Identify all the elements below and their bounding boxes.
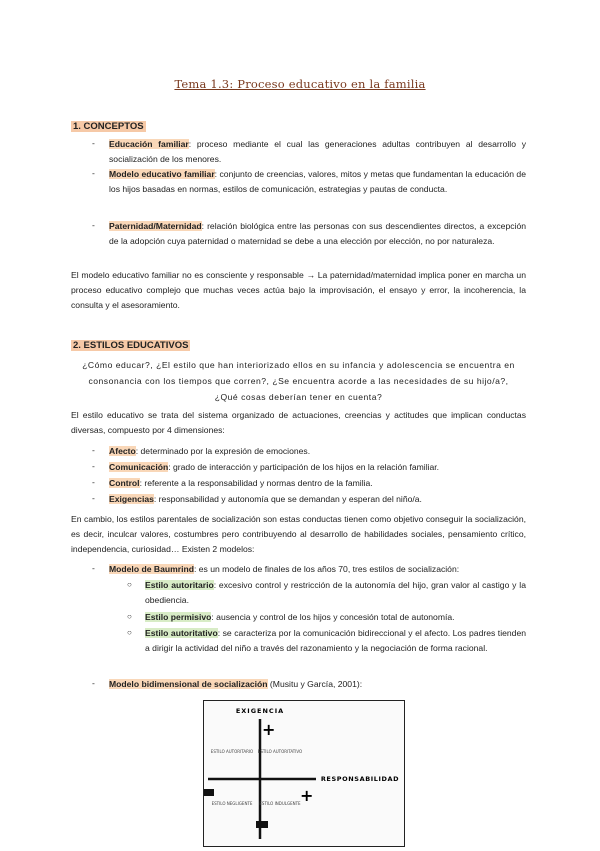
y-axis-label: EXIGENCIA xyxy=(235,707,285,715)
list-item: Afecto: determinado por la expresión de emociones. xyxy=(109,446,311,456)
quadrant-label-autoritario: ESTILO AUTORITARIO xyxy=(210,749,254,754)
bullet-circle: ○ xyxy=(127,580,132,589)
list-item: Modelo educativo familiar: conjunto de creencias, valores, mitos y metas que fundamentan la educación de los hijos basadas en normas, estilos de comunicación, estrategias y pautas de conducta. xyxy=(109,169,526,195)
list-item: Exigencias: responsabilidad y autonomía que se demandan y esperan del niño/a. xyxy=(109,494,422,504)
figure-diagram xyxy=(204,701,404,846)
quadrant-label-indulgente: ESTILO INDULGENTE xyxy=(259,801,301,806)
bullet-dash: - xyxy=(92,563,95,573)
socialization-model-figure xyxy=(203,700,405,847)
bullet-circle: ○ xyxy=(127,612,132,621)
x-axis-label: RESPONSABILIDAD xyxy=(320,775,400,783)
question-line: ¿Qué cosas deberían tener en cuenta? xyxy=(214,392,383,402)
sub-list-item: Estilo autoritario: excesivo control y restricción de la autonomía del hijo, gran valor al castigo y la obediencia. xyxy=(145,580,526,606)
question-line: ¿Cómo educar?, ¿El estilo que han interiorizado ellos en su infancia y adolescencia se encuentra en xyxy=(82,360,515,370)
question-line: consonancia con los tiempos que corren?, ¿Se encuentra acorde a las necesidades de su hijo/a?, xyxy=(88,376,509,386)
list-item: Paternidad/Maternidad: relación biológica entre las personas con sus descendientes directos, a excepción de la adopción cuya paternidad o maternidad se debe a una elección por elección, no por naturaleza. xyxy=(109,221,526,247)
plus-sign-right: + xyxy=(300,786,314,805)
list-item: Modelo de Baumrind: es un modelo de finales de los años 70, tres estilos de socialización: xyxy=(109,564,460,574)
list-item: Modelo bidimensional de socialización (Musitu y García, 2001): xyxy=(109,679,363,689)
quadrant-label-autoritativo: ESTILO AUTORITATIVO xyxy=(257,749,303,754)
bullet-dash: - xyxy=(92,678,95,688)
plus-sign-top: + xyxy=(262,720,276,739)
bullet-dash: - xyxy=(92,220,95,230)
list-item: Educación familiar: proceso mediante el cual las generaciones adultas contribuyen al desarrollo y socialización de los menores. xyxy=(109,139,526,165)
bullet-dash: - xyxy=(92,168,95,178)
bullet-circle: ○ xyxy=(127,628,132,637)
bullet-dash: - xyxy=(92,461,95,471)
page-title: Tema 1.3: Proceso educativo en la familia xyxy=(174,77,426,91)
minus-mark-bottom xyxy=(256,821,268,828)
bullet-dash: - xyxy=(92,477,95,487)
bullet-dash: - xyxy=(92,445,95,455)
minus-mark-left xyxy=(204,789,214,796)
paragraph: El modelo educativo familiar no es consciente y responsable → La paternidad/maternidad implica poner en marcha un proceso educativo complejo que muchas veces actúa bajo la improvisación, el ensayo y error, la incoherencia, la consulta y el asesoramiento. xyxy=(71,270,526,311)
bullet-dash: - xyxy=(92,138,95,148)
section-heading-conceptos: 1. CONCEPTOS xyxy=(73,121,144,132)
quadrant-label-negligente: ESTILO NEGLIGENTE xyxy=(211,801,253,806)
sub-list-item: Estilo permisivo: ausencia y control de los hijos y concesión total de autonomía. xyxy=(145,612,455,622)
bullet-dash: - xyxy=(92,493,95,503)
paragraph: En cambio, los estilos parentales de socialización son estas conductas tienen como objetivo conseguir la socialización, es decir, inculcar valores, costumbres pero contribuyendo al desarrollo de habilidades sociales, pensamiento crítico, independencia, curiosidad… Existen 2 modelos: xyxy=(71,514,526,555)
list-item: Comunicación: grado de interacción y participación de los hijos en la relación familiar. xyxy=(109,462,440,472)
sub-list-item: Estilo autoritativo: se caracteriza por la comunicación bidireccional y el afecto. Los padres tienden a dirigir la actividad del niño a través del razonamiento y la negociación de forma racional. xyxy=(145,628,526,654)
section-heading-estilos: 2. ESTILOS EDUCATIVOS xyxy=(73,340,189,351)
list-item: Control: referente a la responsabilidad y normas dentro de la familia. xyxy=(109,478,373,488)
paragraph: El estilo educativo se trata del sistema organizado de actuaciones, creencias y actitudes que implican conductas diversas, compuesto por 4 dimensiones: xyxy=(71,410,526,436)
